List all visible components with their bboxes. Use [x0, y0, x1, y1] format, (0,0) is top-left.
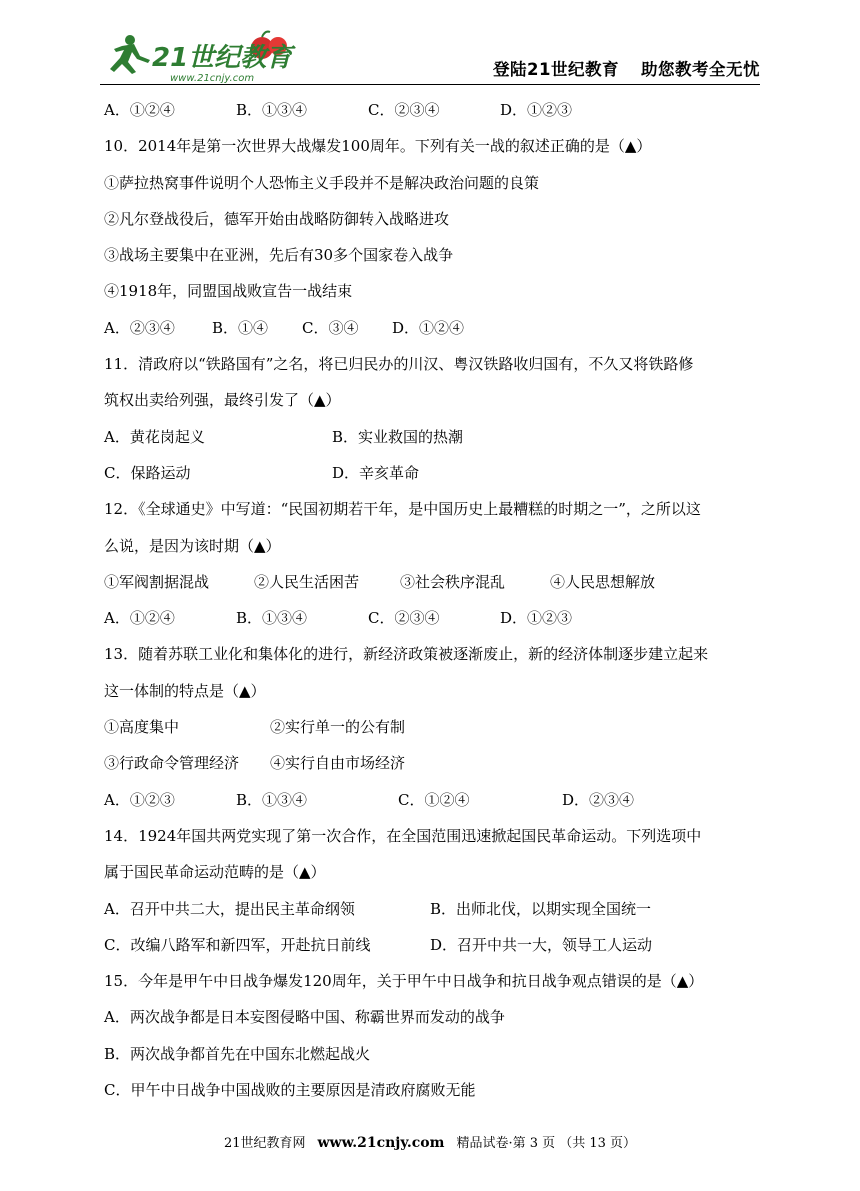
q14-stem-line1: 14．1924年国共两党实现了第一次合作，在全国范围迅速掀起国民革命运动。下列选项中: [104, 826, 702, 845]
q14-option-d: D．召开中共一大，领导工人运动: [430, 935, 653, 954]
q9-options: [104, 92, 764, 128]
q10-option-b: B．①④: [212, 318, 269, 337]
q15-stem: 15．今年是甲午中日战争爆发120周年，关于甲午中日战争和抗日战争观点错误的是（▲）: [104, 972, 704, 991]
q13-item-2: ②实行单一的公有制: [270, 718, 406, 737]
q13-option-c: C．①②④: [398, 790, 470, 809]
logo-text: 21世纪教育: [152, 43, 293, 73]
page-footer: [0, 1132, 860, 1151]
q12-items: [104, 564, 764, 600]
footer-url[interactable]: www.21cnjy.com: [317, 1135, 445, 1151]
q9-option-c: C．②③④: [368, 101, 440, 119]
q13-item-1: ①高度集中: [104, 718, 180, 737]
q10-item-1: ①萨拉热窝事件说明个人恐怖主义手段并不是解决政治问题的良策: [104, 173, 540, 192]
q11-options-row1: [104, 419, 764, 455]
q10-option-d: D．①②④: [392, 318, 465, 337]
q12-option-d: D．①②③: [500, 609, 573, 628]
q12-stem-line2: 么说，是因为该时期（▲）: [104, 536, 281, 555]
q14-option-c: C．改编八路军和新四军，开赴抗日前线: [104, 935, 371, 954]
q13-option-d: D．②③④: [562, 790, 635, 809]
q11-options-row2: [104, 455, 764, 491]
footer-page-info: 精品试卷·第 3 页 （共 13 页）: [456, 1136, 637, 1151]
q14-options-row1: [104, 891, 764, 927]
q10-item-2: ②凡尔登战役后，德军开始由战略防御转入战略进攻: [104, 209, 450, 228]
q15-option-c: C．甲午中日战争中国战败的主要原因是清政府腐败无能: [104, 1081, 476, 1100]
q13-items-row1: [104, 709, 764, 745]
q11-stem-line1: 11．清政府以“铁路国有”之名，将已归民办的川汉、粤汉铁路收归国有，不久又将铁路修: [104, 355, 694, 374]
logo: [100, 26, 310, 84]
q13-options: [104, 782, 764, 818]
q11-stem-line2: 筑权出卖给列强，最终引发了（▲）: [104, 391, 341, 410]
logo-url: www.21cnjy.com: [170, 73, 255, 84]
q10-item-4: ④1918年，同盟国战败宣告一战结束: [104, 282, 353, 301]
runner-icon: [110, 35, 150, 74]
header-divider: [100, 84, 760, 85]
q12-option-b: B．①③④: [236, 609, 308, 628]
q14-stem-line2: 属于国民革命运动范畴的是（▲）: [104, 863, 326, 882]
q10-option-a: A．②③④: [104, 318, 175, 337]
q10-item-3: ③战场主要集中在亚洲，先后有30多个国家卷入战争: [104, 246, 454, 265]
q14-option-a: A．召开中共二大，提出民主革命纲领: [104, 899, 355, 918]
q14-option-b: B．出师北伐，以期实现全国统一: [430, 899, 652, 918]
slogan-left: 登陆21世纪教育: [493, 60, 619, 79]
q12-item-3: ③社会秩序混乱: [400, 572, 506, 591]
q12-option-c: C．②③④: [368, 609, 440, 628]
q12-options: [104, 600, 764, 636]
q15-option-b: B．两次战争都首先在中国东北燃起战火: [104, 1044, 371, 1063]
q9-option-b: B．①③④: [236, 101, 308, 119]
q12-stem-line1: 12．《全球通史》中写道：“民国初期若干年，是中国历史上最糟糕的时期之一”，之所以这: [104, 500, 701, 519]
question-content: [104, 92, 764, 1108]
q12-option-a: A．①②④: [104, 609, 175, 628]
slogan-right: 助您教考全无忧: [641, 60, 760, 79]
footer-site: 21世纪教育网: [223, 1136, 306, 1151]
q11-option-b: B．实业救国的热潮: [332, 427, 464, 446]
header-slogan: [493, 56, 760, 80]
q11-option-d: D．辛亥革命: [332, 463, 420, 482]
q9-option-a: A．①②④: [104, 101, 175, 119]
q12-item-4: ④人民思想解放: [550, 572, 656, 591]
q12-item-1: ①军阀割据混战: [104, 572, 210, 591]
q10-option-c: C．③④: [302, 318, 359, 337]
q10-options: [104, 310, 764, 346]
page-header: [100, 26, 760, 84]
q13-stem-line1: 13．随着苏联工业化和集体化的进行，新经济政策被逐渐废止，新的经济体制逐步建立起来: [104, 645, 709, 664]
q14-options-row2: [104, 927, 764, 963]
q11-option-a: A．黄花岗起义: [104, 427, 205, 446]
q9-option-d: D．①②③: [500, 101, 573, 119]
q11-option-c: C．保路运动: [104, 463, 191, 482]
q13-option-b: B．①③④: [236, 790, 308, 809]
q13-item-4: ④实行自由市场经济: [270, 754, 406, 773]
q13-items-row2: [104, 745, 764, 781]
q13-stem-line2: 这一体制的特点是（▲）: [104, 681, 266, 700]
q12-item-2: ②人民生活困苦: [254, 572, 360, 591]
q10-stem: 10．2014年是第一次世界大战爆发100周年。下列有关一战的叙述正确的是（▲）: [104, 137, 652, 156]
q13-item-3: ③行政命令管理经济: [104, 754, 240, 773]
q15-option-a: A．两次战争都是日本妄图侵略中国、称霸世界而发动的战争: [104, 1008, 505, 1027]
q13-option-a: A．①②③: [104, 790, 175, 809]
